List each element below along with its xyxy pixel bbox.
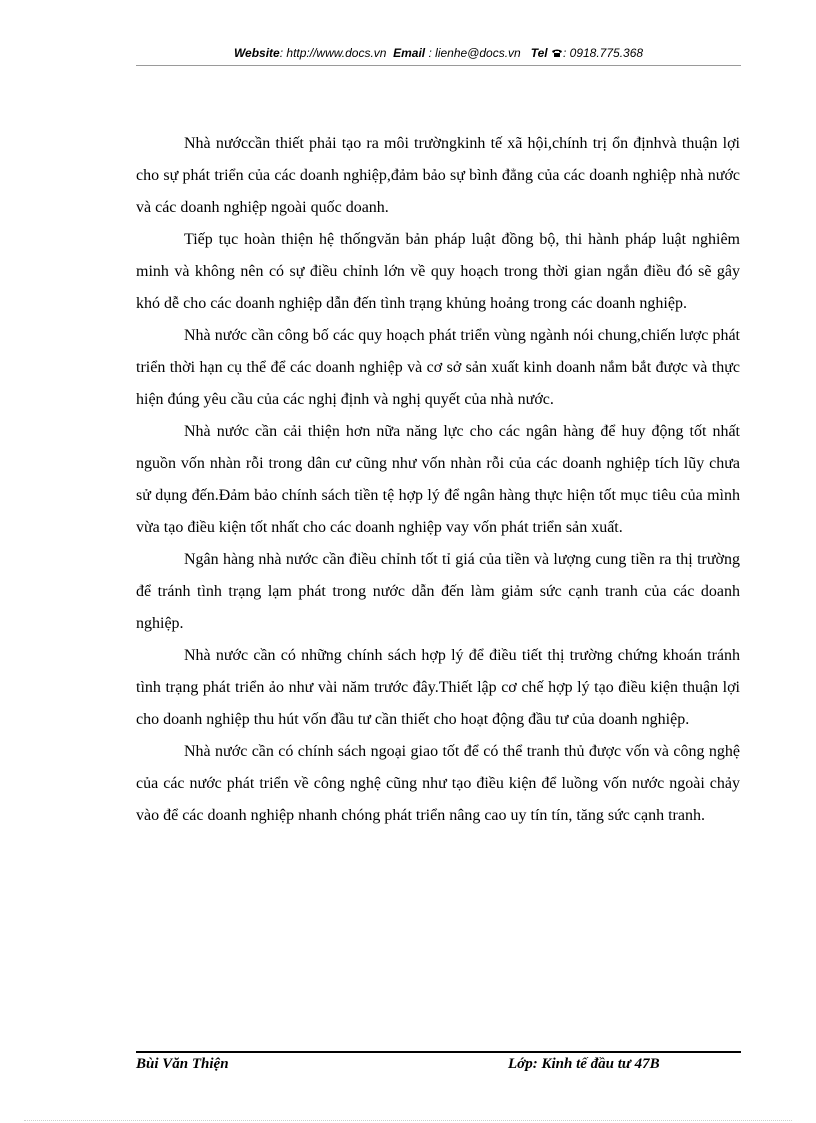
page-header [136,46,741,60]
footer-author: Bùi Văn Thiện [136,1056,229,1072]
website-value: : http://www.docs.vn [279,46,387,60]
website-label: Website [233,46,280,60]
email-value: : lienhe@docs.vn [428,46,521,60]
paragraph: Tiếp tục hoàn thiện hệ thốngvăn bản pháp luật đồng bộ, thi hành pháp luật nghiêm minh và không nên có sự điều chỉnh lớn về quy hoạch trong thời gian ngắn điều đó sẽ gây khó dễ cho các doanh nghiệp dẫn đến tình trạng khủng hoảng trong các doanh nghiệp. [136,231,740,312]
paragraph: Ngân hàng nhà nước cần điều chỉnh tốt tỉ giá của tiền và lượng cung tiền ra thị trường để tránh tình trạng lạm phát trong nước dẫn đến làm giảm sức cạnh tranh của các doanh nghiệp. [136,551,740,632]
footer-divider [136,1051,741,1053]
telephone-icon [551,48,563,58]
paragraph: Nhà nước cần có những chính sách hợp lý để điều tiết thị trường chứng khoán tránh tình trạng phát triển ảo như vài năm trước đây.Thiết lập cơ chế hợp lý tạo điều kiện thuận lợi cho doanh nghiệp thu hút vốn đầu tư cần thiết cho hoạt động đầu tư của doanh nghiệp. [136,647,740,728]
page-bottom-border [24,1120,792,1121]
paragraph: Nhà nước cần công bố các quy hoạch phát triển vùng ngành nói chung,chiến lược phát triển thời hạn cụ thể để các doanh nghiệp và cơ sở sản xuất kinh doanh nắm bắt được và thực hiện đúng yêu cầu của các nghị định và nghị quyết của nhà nước. [136,327,740,408]
email-label: Email [393,46,426,60]
tel-label: Tel [530,46,548,60]
header-divider [136,65,741,66]
paragraph: Nhà nước cần cải thiện hơn nữa năng lực cho các ngân hàng để huy động tốt nhất nguồn vốn nhàn rỗi trong dân cư cũng như vốn nhàn rỗi của các doanh nghiệp tích lũy chưa sử dụng đến.Đảm bảo chính sách tiền tệ hợp lý để ngân hàng thực hiện tốt mục tiêu của mình vừa tạo điều kiện tốt nhất cho các doanh nghiệp vay vốn phát triển sản xuất. [136,423,740,536]
paragraph: Nhà nước cần có chính sách ngoại giao tốt để có thể tranh thủ được vốn và công nghệ của các nước phát triển về công nghệ cũng như tạo điều kiện để luồng vốn nước ngoài chảy vào để các doanh nghiệp nhanh chóng phát triển nâng cao uy tín tín, tăng sức cạnh tranh. [136,743,740,824]
footer-class: Lớp: Kinh tế đầu tư 47B [508,1056,660,1072]
document-body [136,128,740,832]
paragraph: Nhà nướccần thiết phải tạo ra môi trườngkinh tế xã hội,chính trị ổn địnhvà thuận lợi cho sự phát triển của các doanh nghiệp,đảm bảo sự bình đẳng của các doanh nghiệp nhà nước và các doanh nghiệp ngoài quốc doanh. [136,135,740,216]
tel-value: : 0918.775.368 [562,46,644,60]
